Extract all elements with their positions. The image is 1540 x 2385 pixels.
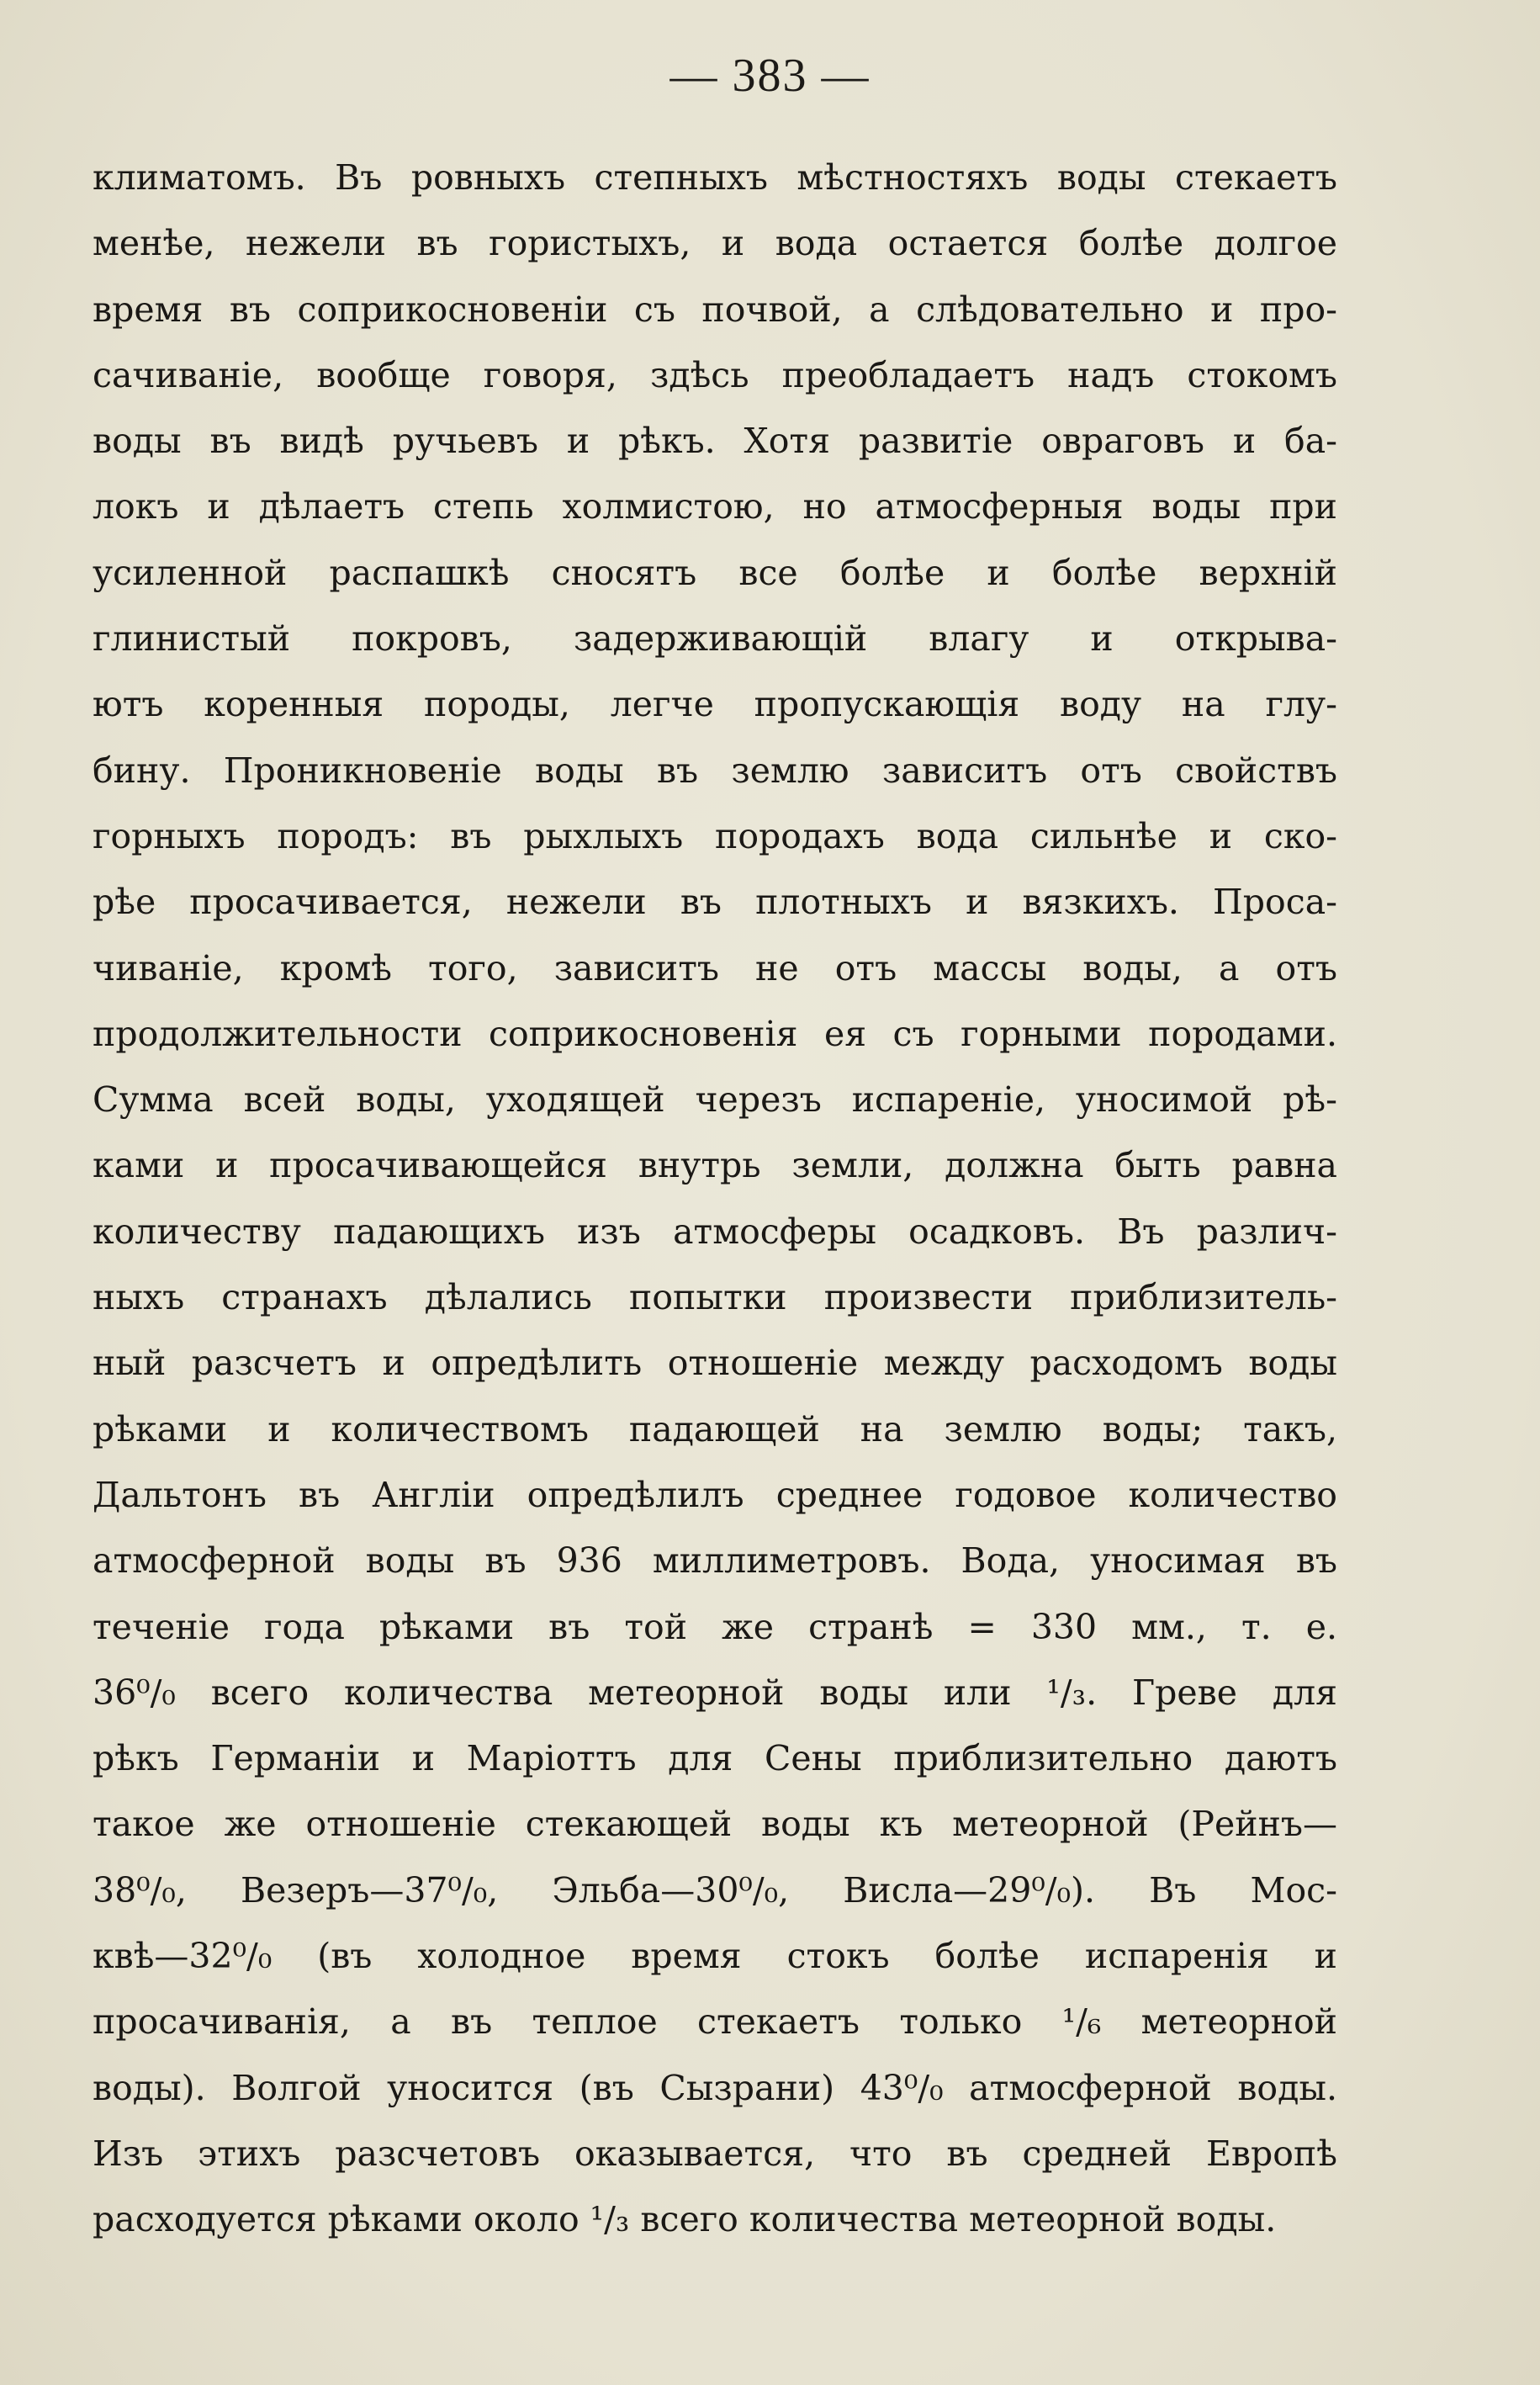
text-line: ками и просачивающейся внутрь земли, должна быть равна <box>93 1145 1337 1186</box>
text-line: время въ соприкосновеніи съ почвой, а слѣдовательно и про- <box>93 289 1337 330</box>
text-line: Изъ этихъ разсчетовъ оказывается, что въ средней Европѣ <box>93 2133 1337 2174</box>
text-line: рѣе просачивается, нежели въ плотныхъ и вязкихъ. Проса- <box>93 882 1337 923</box>
text-line: просачиванія, а въ теплое стекаетъ только ¹/₆ метеорной <box>93 2001 1337 2043</box>
page-number: — 383 — <box>669 50 871 102</box>
text-line: сачиваніе, вообще говоря, здѣсь преобладаетъ надъ стокомъ <box>93 354 1337 395</box>
text-line: глинистый покровъ, задерживающій влагу и открыва- <box>93 618 1337 660</box>
text-line: локъ и дѣлаетъ степь холмистою, но атмосферныя воды при <box>93 486 1337 527</box>
text-line: воды). Волгой уносится (въ Сызрани) 43⁰/₀ атмосферной воды. <box>93 2067 1337 2108</box>
text-line: атмосферной воды въ 936 миллиметровъ. Вода, уносимая въ <box>93 1540 1337 1582</box>
text-line: ютъ коренныя породы, легче пропускающія воду на глу- <box>93 684 1337 725</box>
text-line: ныхъ странахъ дѣлались попытки произвести приблизитель- <box>93 1277 1337 1318</box>
text-line: рѣкъ Германіи и Маріоттъ для Сены приблизительно даютъ <box>93 1738 1337 1779</box>
text-line: расходуется рѣками около ¹/₃ всего количества метеорной воды. <box>93 2199 1277 2240</box>
text-line: 38⁰/₀, Везеръ—37⁰/₀, Эльба—30⁰/₀, Висла—29⁰/₀). Въ Мос- <box>93 1869 1337 1911</box>
text-line: 36⁰/₀ всего количества метеорной воды или ¹/₃. Греве для <box>93 1672 1337 1713</box>
text-line: Дальтонъ въ Англіи опредѣлилъ среднее годовое количество <box>93 1474 1337 1515</box>
text-line: чиваніе, кромѣ того, зависитъ не отъ массы воды, а отъ <box>93 947 1337 988</box>
text-line: теченіе года рѣками въ той же странѣ = 330 мм., т. е. <box>93 1606 1337 1647</box>
text-line: Сумма всей воды, уходящей черезъ испареніе, уносимой рѣ- <box>93 1079 1337 1121</box>
text-line: квѣ—32⁰/₀ (въ холодное время стокъ болѣе испаренія и <box>93 1936 1337 1977</box>
text-line: усиленной распашкѣ сносятъ все болѣе и болѣе верхній <box>93 552 1337 593</box>
text-line: количеству падающихъ изъ атмосферы осадковъ. Въ различ- <box>93 1211 1337 1252</box>
text-line: продолжительности соприкосновенія ея съ горными породами. <box>93 1013 1337 1054</box>
text-line: климатомъ. Въ ровныхъ степныхъ мѣстностяхъ воды стекаетъ <box>93 157 1337 198</box>
text-line: воды въ видѣ ручьевъ и рѣкъ. Хотя развитіе овраговъ и ба- <box>93 421 1337 462</box>
text-line: рѣками и количествомъ падающей на землю воды; такъ, <box>93 1408 1337 1450</box>
body-text <box>93 145 1337 2253</box>
text-line: бину. Проникновеніе воды въ землю зависитъ отъ свойствъ <box>93 750 1337 791</box>
text-line: такое же отношеніе стекающей воды къ метеорной (Рейнъ— <box>93 1804 1337 1845</box>
text-line: ный разсчетъ и опредѣлить отношеніе между расходомъ воды <box>93 1343 1337 1384</box>
text-line: горныхъ породъ: въ рыхлыхъ породахъ вода сильнѣе и ско- <box>93 815 1337 856</box>
text-line: менѣе, нежели въ гористыхъ, и вода остается болѣе долгое <box>93 223 1337 264</box>
